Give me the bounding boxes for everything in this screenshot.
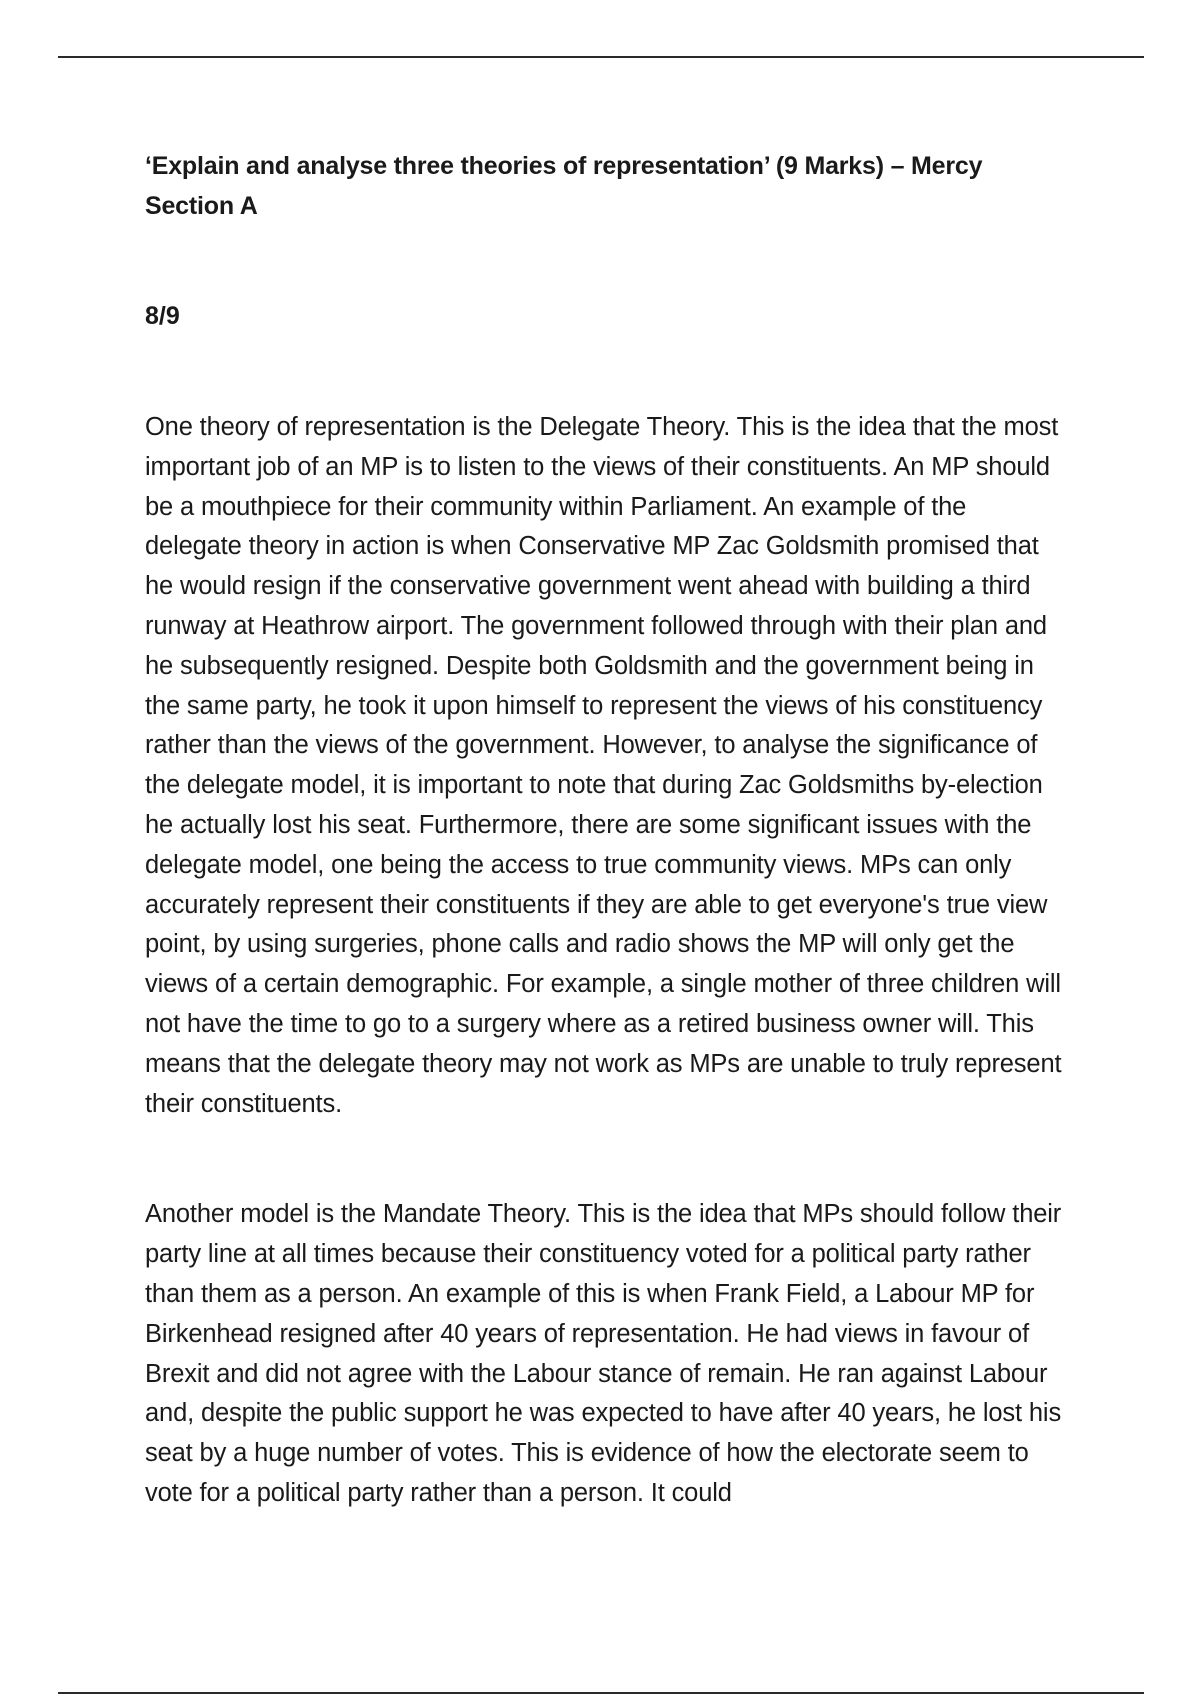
bottom-divider: [58, 1692, 1144, 1694]
top-divider: [58, 56, 1144, 58]
document-body: [145, 146, 1065, 1514]
document-title: ‘Explain and analyse three theories of representation’ (9 Marks) – Mercy Section A: [145, 152, 983, 220]
mark-score: 8/9: [145, 302, 180, 330]
paragraph-delegate-theory: One theory of representation is the Delegate Theory. This is the idea that the most important job of an MP is to listen to the views of their constituents. An MP should be a mouthpiece for their community within Parliament. An example of the delegate theory in action is when Conservative MP Zac Goldsmith promised that he would resign if the conservative government went ahead with building a third runway at Heathrow airport. The government followed through with their plan and he subsequently resigned. Despite both Goldsmith and the government being in the same party, he took it upon himself to represent the views of his constituency rather than the views of the government. However, to analyse the significance of the delegate model, it is important to note that during Zac Goldsmiths by-election he actually lost his seat. Furthermore, there are some significant issues with the delegate model, one being the access to true community views. MPs can only accurately represent their constituents if they are able to get everyone's true view point, by using surgeries, phone calls and radio shows the MP will only get the views of a certain demographic. For example, a single mother of three children will not have the time to go to a surgery where as a retired business owner will. This means that the delegate theory may not work as MPs are unable to truly represent their constituents.: [145, 413, 1062, 1118]
paragraph-mandate-theory: Another model is the Mandate Theory. This is the idea that MPs should follow their party line at all times because their constituency voted for a political party rather than them as a person. An example of this is when Frank Field, a Labour MP for Birkenhead resigned after 40 years of representation. He had views in favour of Brexit and did not agree with the Labour stance of remain. He ran against Labour and, despite the public support he was expected to have after 40 years, he lost his seat by a huge number of votes. This is evidence of how the electorate seem to vote for a political party rather than a person. It could: [145, 1200, 1062, 1507]
